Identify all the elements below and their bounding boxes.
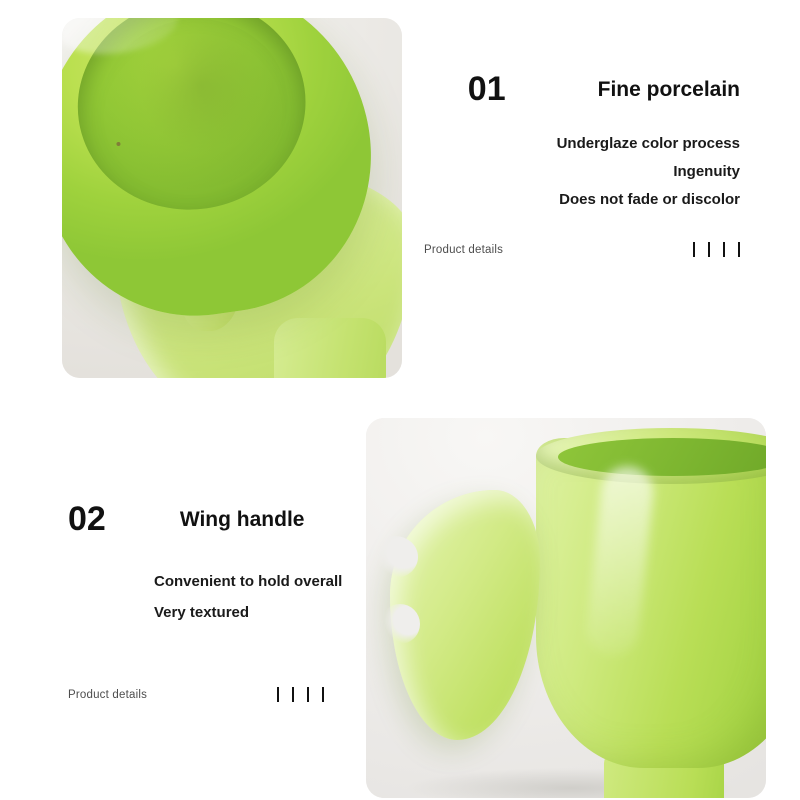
cup-stem-shape <box>274 318 386 378</box>
feature-number-02: 02 <box>68 500 106 538</box>
feature-section-02 <box>0 400 800 800</box>
feature-heading-row-01 <box>424 70 740 109</box>
tick-mark <box>708 242 710 257</box>
feature-heading-row-02 <box>68 500 366 539</box>
feature-bullet: Ingenuity <box>673 163 740 180</box>
tick-mark <box>738 242 740 257</box>
feature-text-01 <box>402 0 800 400</box>
feature-bullets-01 <box>557 135 740 208</box>
feature-title-01: Fine porcelain <box>597 77 740 101</box>
tick-mark <box>292 687 294 702</box>
feature-bullet: Convenient to hold overall <box>154 573 343 590</box>
product-details-label: Product details <box>68 688 148 701</box>
product-details-label: Product details <box>424 243 504 256</box>
tick-mark <box>277 687 279 702</box>
tick-mark <box>723 242 725 257</box>
feature-bullet: Does not fade or discolor <box>559 191 740 208</box>
tick-marks <box>693 242 740 257</box>
feature-bullet: Underglaze color process <box>556 135 740 152</box>
feature-title-02: Wing handle <box>179 507 305 531</box>
feature-bullets-02 <box>68 573 342 621</box>
cup-wing-notch <box>372 536 418 578</box>
tick-mark <box>322 687 324 702</box>
tick-mark <box>693 242 695 257</box>
tick-mark <box>307 687 309 702</box>
feature-text-02 <box>0 400 366 800</box>
product-photo-wing-handle <box>366 418 766 798</box>
feature-footer-02 <box>68 687 366 702</box>
feature-footer-01 <box>412 242 740 257</box>
tick-marks <box>277 687 324 702</box>
feature-bullet: Very textured <box>154 604 250 621</box>
cup-wing-notch <box>380 604 420 644</box>
feature-number-01: 01 <box>467 70 506 108</box>
product-photo-cup-interior <box>62 18 402 378</box>
